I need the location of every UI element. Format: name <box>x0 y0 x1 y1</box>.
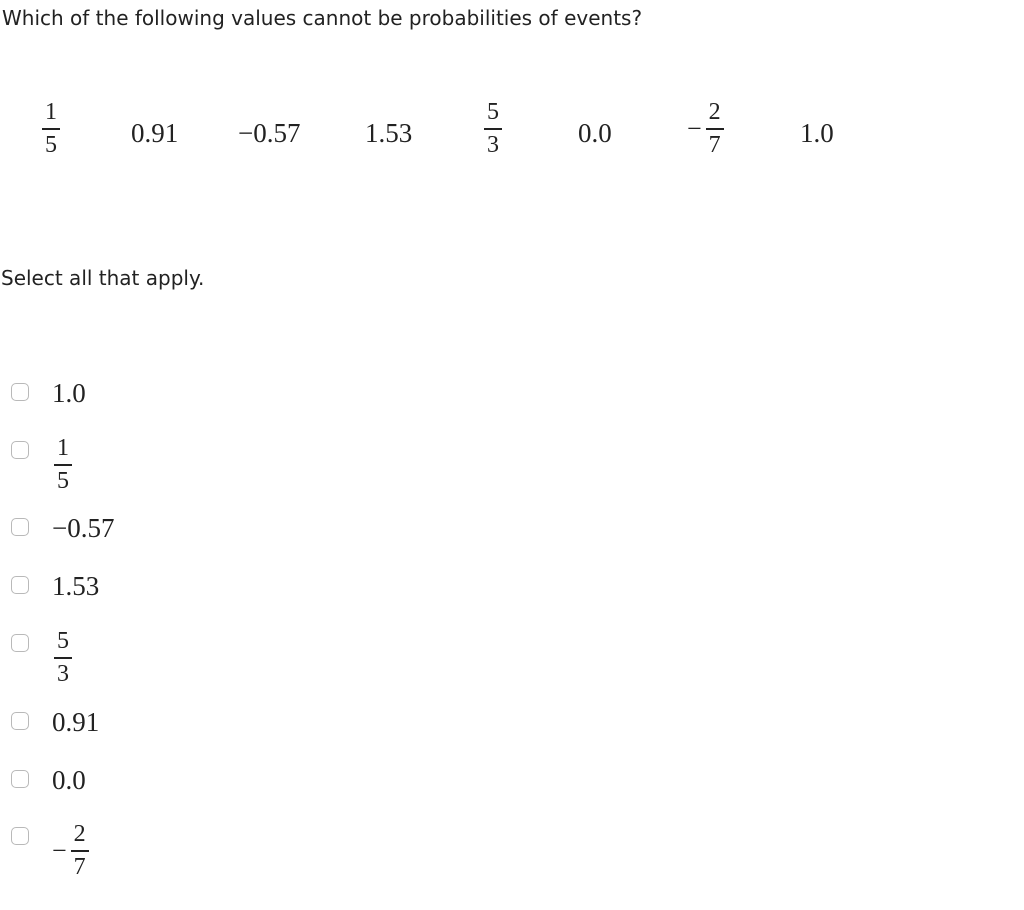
fraction-denominator: 7 <box>708 131 721 158</box>
value-decimal: 1.0 <box>800 118 834 148</box>
option-checkbox[interactable] <box>11 634 29 652</box>
option-label: 1.0 <box>52 378 86 408</box>
fraction-denominator: 5 <box>45 131 57 158</box>
option-label: 0.91 <box>52 707 100 737</box>
option-checkbox[interactable] <box>11 576 29 594</box>
option-label-fraction <box>54 436 72 494</box>
fraction-denominator: 3 <box>487 131 499 158</box>
fraction-numerator: 5 <box>487 99 499 125</box>
question-text: Which of the following values cannot be probabilities of events? <box>2 6 643 30</box>
option-label: 1.53 <box>52 571 100 601</box>
fraction-denominator: 7 <box>73 853 86 880</box>
fraction-bar <box>706 128 724 130</box>
value-decimal: 0.91 <box>131 118 179 148</box>
fraction-numerator: 2 <box>708 99 721 125</box>
option-label: −0.57 <box>52 513 115 543</box>
value-fraction <box>687 100 724 158</box>
fraction-numerator: 2 <box>73 821 86 847</box>
fraction-sign: − <box>52 835 67 865</box>
option-checkbox[interactable] <box>11 770 29 788</box>
option-checkbox[interactable] <box>11 827 29 845</box>
instruction-text: Select all that apply. <box>1 266 205 290</box>
option-label: 0.0 <box>52 765 86 795</box>
fraction-bar <box>54 657 72 659</box>
option-checkbox[interactable] <box>11 518 29 536</box>
value-decimal: 1.53 <box>365 118 413 148</box>
fraction-numerator: 1 <box>57 435 69 461</box>
fraction-bar <box>42 128 60 130</box>
fraction-bar <box>54 464 72 466</box>
option-checkbox[interactable] <box>11 383 29 401</box>
value-decimal: 0.0 <box>578 118 612 148</box>
fraction-bar <box>71 850 89 852</box>
value-fraction <box>484 100 502 158</box>
fraction-numerator: 1 <box>45 99 57 125</box>
option-label-fraction <box>54 629 72 687</box>
option-checkbox[interactable] <box>11 712 29 730</box>
fraction-sign: − <box>687 113 702 143</box>
fraction-numerator: 5 <box>57 628 69 654</box>
option-checkbox[interactable] <box>11 441 29 459</box>
value-decimal: −0.57 <box>238 118 301 148</box>
value-fraction <box>42 100 60 158</box>
option-label-fraction <box>52 822 89 880</box>
fraction-bar <box>484 128 502 130</box>
fraction-denominator: 5 <box>57 467 69 494</box>
fraction-denominator: 3 <box>57 660 69 687</box>
